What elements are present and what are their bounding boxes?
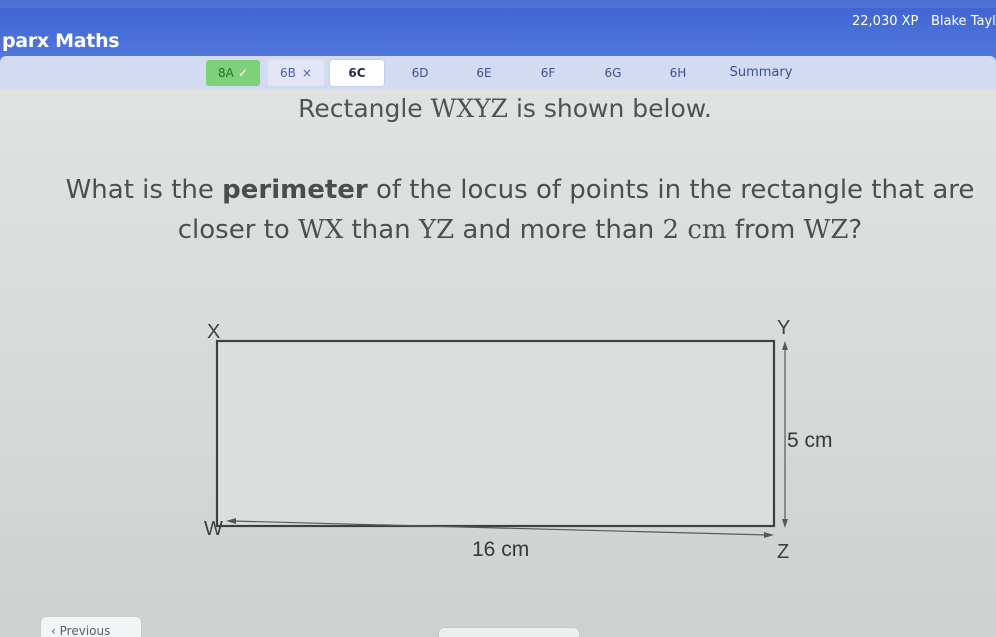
tab-label: 6C [348,66,366,80]
side-yz: YZ [418,215,455,245]
line2-b: than [343,215,419,245]
previous-label: Previous [59,624,111,637]
tab-label: Summary [729,65,793,80]
height-label: 5 cm [787,429,833,452]
side-wz: WZ [803,215,849,245]
user-name[interactable]: Blake Tayl [931,14,996,29]
line1-prefix: What is the [65,175,223,205]
line2-a: closer to [177,215,299,245]
vertex-label-x: X [207,321,221,343]
intro-shape-name: WXYZ [430,94,508,123]
bottom-action-button[interactable] [438,627,580,637]
tab-label: 6B [280,66,296,80]
intro-suffix: is shown below. [508,94,712,123]
tab-label: 8A [218,66,234,80]
side-wx: WX [298,215,344,245]
tab-label: 6D [411,66,429,80]
cross-icon: × [301,66,312,80]
perimeter-keyword: perimeter [222,175,368,205]
height-arrow-bottom [782,519,788,528]
vertex-label-y: Y [777,317,791,339]
check-icon: ✓ [237,66,248,80]
tab-label: 6F [540,66,556,80]
tab-label: 6E [476,66,492,80]
line1-suffix: of the locus of points in the rectangle that are [367,175,975,205]
width-arrow-right [764,532,774,538]
line2-c: and more than [454,215,663,245]
height-arrow-top [782,341,788,350]
line2-d: from [726,215,804,245]
tab-label: 6G [604,66,622,80]
previous-button[interactable] [40,616,142,637]
tab-label: 6H [669,66,687,80]
rectangle-wxyz [217,341,774,526]
distance-value: 2 cm [662,215,727,245]
vertex-label-w: W [204,518,223,540]
intro-prefix: Rectangle [298,94,431,123]
xp-counter: 22,030 XP [852,14,919,29]
chevron-left-icon: ‹ [51,624,56,637]
vertex-label-z: Z [777,541,790,563]
app-logo[interactable]: parx Maths [2,30,120,52]
width-label: 16 cm [472,538,530,561]
line2-e: ? [848,215,863,245]
